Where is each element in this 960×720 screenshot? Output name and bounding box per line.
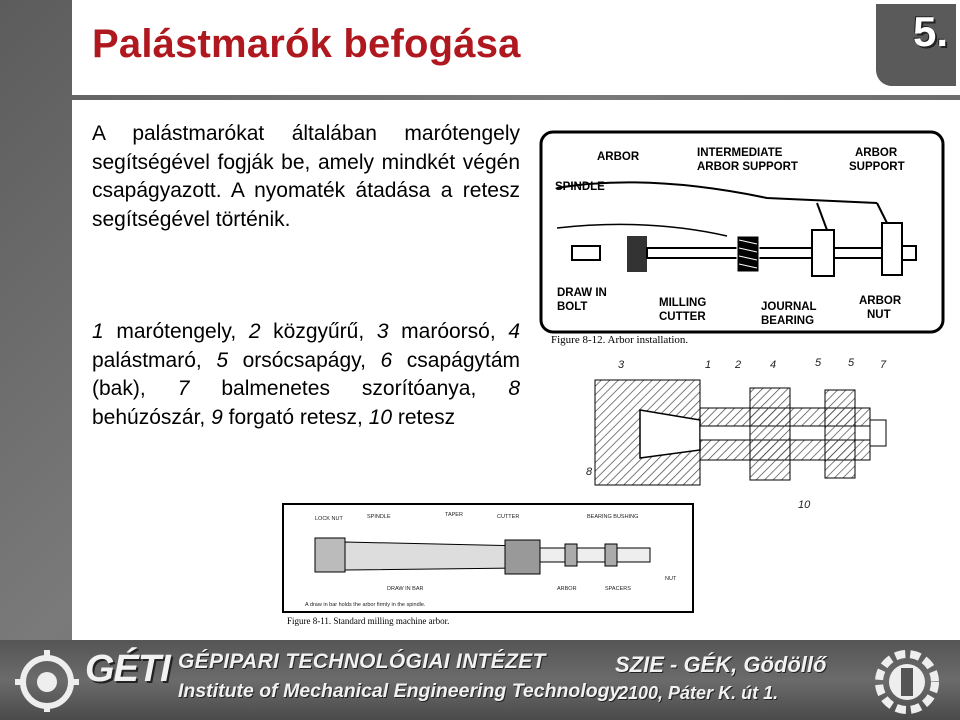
university-name: SZIE - GÉK, Gödöllő [615, 652, 827, 677]
institute-name-hu: GÉPIPARI TECHNOLÓGIAI INTÉZET [178, 650, 546, 673]
parts-legend [92, 318, 520, 432]
legend-label: balmenetes szorítóanya, [189, 377, 509, 400]
label-nut: NUT [665, 576, 677, 582]
geti-logo-text: GÉTI [85, 648, 170, 690]
legend-number: 5 [216, 348, 228, 372]
legend-number: 2 [248, 320, 261, 343]
label-support: SUPPORT [849, 161, 905, 173]
slide-title: Palástmarók befogása [92, 22, 521, 66]
label-arbor-top: ARBOR [855, 147, 898, 159]
arbor-installation-drawing [527, 118, 957, 350]
label-spacers: SPACERS [605, 586, 631, 592]
legend-label: csapágytám (bak), [92, 348, 521, 400]
label-draw-in-bar: DRAW IN BAR [387, 586, 424, 592]
part-number-5a: 5 [815, 357, 822, 369]
legend-label: retesz [392, 405, 456, 429]
legend-number: 9 [211, 405, 223, 429]
legend-number: 1 [92, 320, 104, 343]
figure-standard-arbor [275, 498, 705, 633]
label-milling: MILLING [659, 297, 707, 309]
label-arbor-nut-a: ARBOR [859, 295, 902, 307]
label-arbor-3: ARBOR [557, 586, 577, 592]
legend-number: 6 [380, 348, 393, 372]
part-number-7: 7 [880, 359, 887, 371]
legend-number: 3 [376, 320, 389, 343]
legend-label: orsócsapágy, [228, 348, 381, 372]
part-number-3: 3 [618, 359, 625, 371]
legend-label: maróorsó, [388, 320, 509, 343]
label-cutter: CUTTER [659, 311, 706, 323]
slide-number: 5. [912, 8, 948, 55]
legend-label: palástmaró, [92, 348, 217, 372]
label-bearing-bushing: BEARING BUSHING [587, 514, 639, 520]
label-spindle-3: SPINDLE [367, 514, 391, 520]
legend-number: 8 [508, 377, 521, 400]
part-number-8: 8 [586, 466, 593, 478]
figure1-caption: Figure 8-12. Arbor installation. [551, 334, 689, 346]
legend-number: 4 [508, 320, 521, 343]
figure3-caption: Figure 8-11. Standard milling machine arbor. [287, 616, 450, 626]
part-number-4: 4 [770, 359, 777, 371]
part-number-5b: 5 [848, 357, 855, 369]
szie-gear-logo-icon [862, 642, 952, 720]
legend-label: közgyűrű, [260, 320, 377, 343]
geti-gear-logo-icon [14, 646, 80, 714]
label-bearing: BEARING [761, 315, 815, 327]
label-lock-nut: LOCK NUT [315, 516, 343, 522]
label-intermediate: INTERMEDIATE [697, 147, 783, 159]
address: 2100, Páter K. út 1. [618, 683, 779, 703]
label-arbor: ARBOR [597, 151, 640, 163]
standard-arbor-drawing [275, 498, 705, 633]
part-number-10: 10 [798, 499, 811, 510]
legend-label: forgató retesz, [222, 405, 369, 429]
label-arbor-nut-b: NUT [867, 309, 891, 321]
part-number-2: 2 [735, 359, 742, 371]
part-number-1: 1 [705, 359, 712, 371]
legend-label: marótengely, [103, 320, 249, 343]
legend-number: 7 [177, 377, 190, 400]
label-taper: TAPER [445, 512, 463, 518]
legend-label: behúzószár, [92, 405, 212, 429]
intro-paragraph: A palástmarókat általában marótengely segítségével fogják be, amely mindkét végén csapágyazott. A nyomaték átadása a retesz segítségével történik. [92, 122, 520, 231]
figure-arbor-installation [527, 118, 957, 350]
cross-section-drawing [580, 350, 900, 510]
label-arbor-support-mid: ARBOR SUPPORT [697, 161, 798, 173]
figure3-note: A draw in bar holds the arbor firmly in the spindle. [305, 602, 426, 608]
label-spindle: SPINDLE [555, 181, 605, 193]
label-bolt: BOLT [557, 301, 588, 313]
label-journal: JOURNAL [761, 301, 817, 313]
label-cutter-3: CUTTER [497, 514, 520, 520]
institute-name-en: Institute of Mechanical Engineering Technology [178, 680, 621, 702]
label-draw-in: DRAW IN [557, 287, 607, 299]
legend-number: 10 [368, 405, 393, 429]
figure-cross-section [580, 350, 900, 510]
